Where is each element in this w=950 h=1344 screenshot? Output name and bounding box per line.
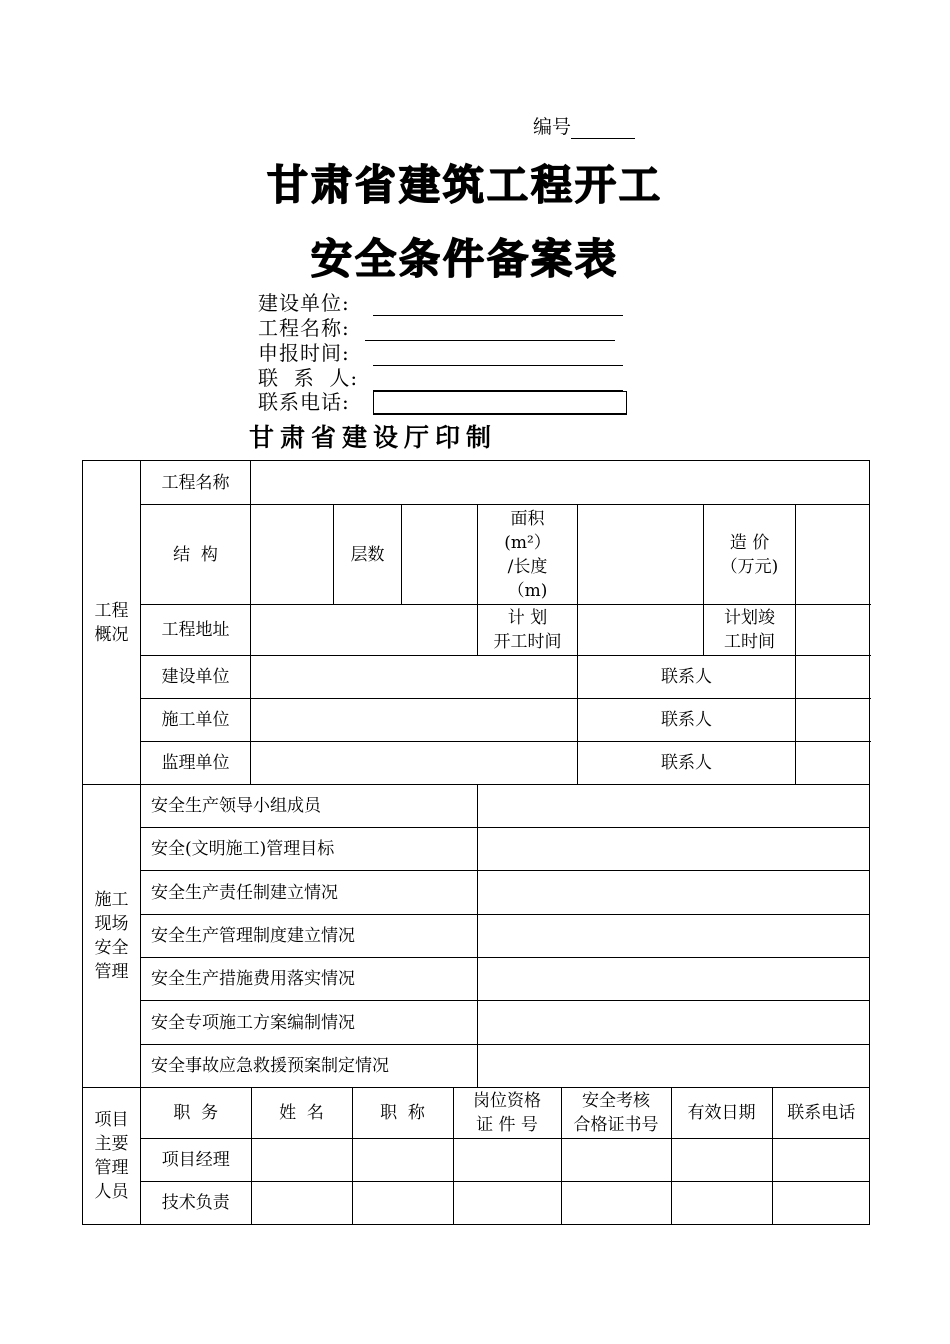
value-supervisor[interactable]: [251, 742, 578, 785]
personnel-cell[interactable]: [453, 1181, 561, 1224]
label-supervisor: 监理单位: [141, 742, 251, 785]
label-floors: 层数: [334, 505, 402, 605]
personnel-cell[interactable]: [671, 1138, 772, 1181]
label-address: 工程地址: [141, 605, 251, 656]
personnel-cell[interactable]: [772, 1138, 870, 1181]
label-cost: 造 价 （万元): [704, 505, 796, 605]
value-planned-start[interactable]: [578, 605, 704, 656]
safety-item-label: 安全专项施工方案编制情况: [141, 1001, 478, 1045]
personnel-cell[interactable]: [561, 1181, 671, 1224]
value-constructor-contact[interactable]: [796, 699, 870, 742]
value-address[interactable]: [251, 605, 478, 656]
section-label-safety: 施工 现场 安全 管理: [83, 785, 141, 1088]
value-supervisor-contact[interactable]: [796, 742, 870, 785]
title-line-2: 安全条件备案表: [311, 235, 619, 283]
personnel-cell[interactable]: [352, 1138, 453, 1181]
title-line-1: 甘肃省建筑工程开工: [267, 161, 663, 209]
column-header: 联系电话: [772, 1088, 870, 1138]
value-builder-contact[interactable]: [796, 656, 870, 699]
column-header: 安全考核 合格证书号: [561, 1088, 671, 1138]
column-header: 职 务: [141, 1088, 251, 1138]
label-builder-contact: 联系人: [578, 656, 796, 699]
label-constructor-contact: 联系人: [578, 699, 796, 742]
serial-input-line[interactable]: [571, 120, 635, 139]
value-project-name[interactable]: [251, 461, 870, 505]
personnel-cell[interactable]: [251, 1138, 352, 1181]
serial-number: [533, 112, 635, 139]
section-label-overview: 工程 概况: [83, 461, 141, 785]
field-label: 申报时间:: [258, 341, 350, 365]
value-planned-finish[interactable]: [796, 605, 870, 656]
value-structure[interactable]: [251, 505, 334, 605]
column-header: 岗位资格 证 件 号: [453, 1088, 561, 1138]
safety-item-label: 安全(文明施工)管理目标: [141, 828, 478, 871]
value-floors[interactable]: [402, 505, 478, 605]
safety-item-value[interactable]: [478, 785, 870, 828]
safety-item-value[interactable]: [478, 828, 870, 871]
personnel-cell[interactable]: [453, 1138, 561, 1181]
label-constructor: 施工单位: [141, 699, 251, 742]
label-builder: 建设单位: [141, 656, 251, 699]
personnel-table: [141, 1088, 870, 1224]
safety-item-value[interactable]: [478, 915, 870, 958]
personnel-cell[interactable]: [671, 1181, 772, 1224]
value-cost[interactable]: [796, 505, 870, 605]
label-planned-start: 计 划 开工时间: [478, 605, 578, 656]
personnel-cell[interactable]: [251, 1181, 352, 1224]
personnel-role: 技术负责: [141, 1181, 251, 1224]
field-label: 建设单位:: [258, 291, 350, 315]
safety-item-value[interactable]: [478, 871, 870, 915]
personnel-cell[interactable]: [561, 1138, 671, 1181]
label-project-name: 工程名称: [141, 461, 251, 505]
safety-item-label: 安全生产责任制建立情况: [141, 871, 478, 915]
safety-item-value[interactable]: [478, 958, 870, 1001]
field-label: 联系电话:: [258, 390, 350, 414]
printed-by: 甘肃省建设厅印制: [249, 423, 498, 452]
safety-item-label: 安全生产管理制度建立情况: [141, 915, 478, 958]
personnel-cell[interactable]: [772, 1181, 870, 1224]
field-box[interactable]: [373, 391, 627, 415]
personnel-role: 项目经理: [141, 1138, 251, 1181]
value-builder[interactable]: [251, 656, 578, 699]
field-contact-phone: [258, 386, 627, 415]
registration-table: [82, 460, 870, 1225]
personnel-grid-cell: [141, 1088, 870, 1225]
value-constructor[interactable]: [251, 699, 578, 742]
column-header: 有效日期: [671, 1088, 772, 1138]
label-structure: 结 构: [141, 505, 251, 605]
safety-item-label: 安全事故应急救援预案制定情况: [141, 1045, 478, 1088]
field-label: 工程名称:: [258, 316, 350, 340]
safety-item-label: 安全生产领导小组成员: [141, 785, 478, 828]
column-header: 姓 名: [251, 1088, 352, 1138]
label-supervisor-contact: 联系人: [578, 742, 796, 785]
safety-item-value[interactable]: [478, 1001, 870, 1045]
safety-item-value[interactable]: [478, 1045, 870, 1088]
field-label: 联 系 人:: [258, 366, 359, 390]
safety-item-label: 安全生产措施费用落实情况: [141, 958, 478, 1001]
personnel-cell[interactable]: [352, 1181, 453, 1224]
serial-label: 编号: [533, 116, 572, 138]
section-label-personnel: 项目 主要 管理 人员: [83, 1088, 141, 1225]
label-area: 面积 (m²） /长度 （m): [478, 505, 578, 605]
column-header: 职 称: [352, 1088, 453, 1138]
label-planned-finish: 计划竣 工时间: [704, 605, 796, 656]
value-area[interactable]: [578, 505, 704, 605]
